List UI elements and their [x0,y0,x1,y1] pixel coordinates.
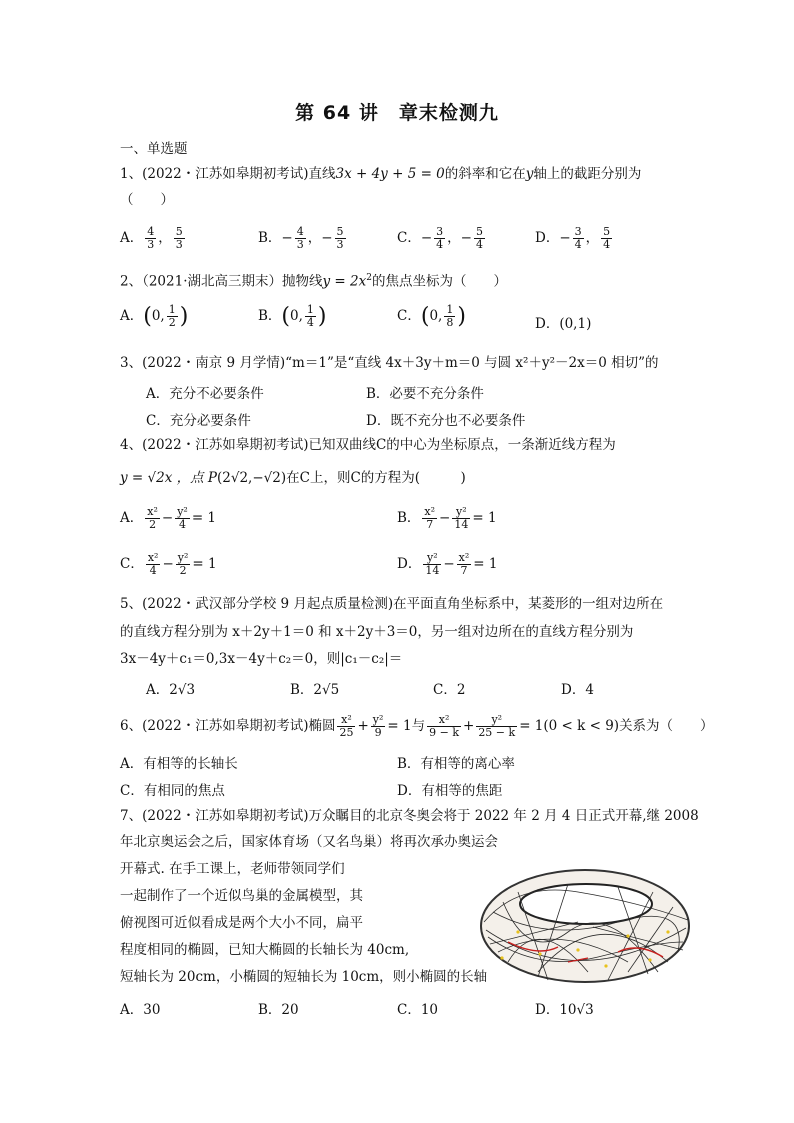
q7-option-d[interactable]: D．10√3 [535,1002,594,1018]
question-5-stem-1: 5、(2022・武汉部分学校 9 月起点质量检测)在平面直角坐标系中，某菱形的一组对边所在 [120,596,664,612]
question-1-paren: （ ） [120,192,174,208]
question-2-stem: 2、（2021·湖北高三期末）抛物线$y = 2x^2$的焦点坐标为（ ） [120,273,507,290]
q3-option-b[interactable]: B．必要不充分条件 [366,386,484,402]
question-7-line-3: 开幕式. 在手工课上，老师带领同学们 [120,861,345,877]
q5-option-b[interactable]: B．2√5 [290,682,340,698]
question-7-line-2: 年北京奥运会之后，国家体育场（又名鸟巢）将再次承办奥运会 [120,834,498,850]
question-3-stem: 3、(2022・南京 9 月学情)“m＝1”是“直线 4x＋3y＋m＝0 与圆 x²＋y²－2x＝0 相切”的 [120,355,659,371]
q4-option-a[interactable]: A． $\frac{\text{x²}}{2}$ − $\frac{\text{y²}}{4}$ = 1 [120,505,217,531]
question-7-line-1: 7、(2022・江苏如皋期初考试)万众瞩目的北京冬奥会将于 2022 年 2 月 4 日正式开幕,继 2008 [120,808,699,824]
question-7-line-6: 程度相同的椭圆，已知大椭圆的长轴长为 40cm, [120,942,410,958]
question-5-stem-3: 3x－4y＋c₁＝0,3x－4y＋c₂＝0，则|c₁－c₂|＝ [120,651,403,667]
question-6-stem: 6、(2022・江苏如皋期初考试)椭圆 $\frac{\text{x²}}{25}$ + $\frac{\text{y²}}{9}$ = 1与 $\frac{\text{x²}}{9 - k}$ + $\frac{\text{y²}}{25 - k}$ = 1(0 < k < 9)关系为（ ） [120,713,714,739]
question-4-stem-2: y = √2x ，点 P(2√2,−√2)在C上，则C的方程为( ) [120,470,466,486]
question-7-line-7: 短轴长为 20cm，小椭圆的短轴长为 10cm，则小椭圆的长轴 [120,969,488,985]
q7-option-a[interactable]: A．30 [120,1002,161,1018]
question-1-stem: 1、(2022・江苏如皋期初考试)直线3x + 4y + 5 = 0的斜率和它在y轴上的截距分别为 [120,166,642,182]
q5-option-a[interactable]: A．2√3 [146,682,196,698]
q5-option-c[interactable]: C．2 [433,682,466,698]
q4-option-d[interactable]: D． $\frac{\text{y²}}{14}$ − $\frac{\text{x²}}{7}$ = 1 [397,551,498,577]
q6-option-c[interactable]: C．有相同的焦点 [120,783,225,799]
question-7-line-5: 俯视图可近似看成是两个大小不同，扁平 [120,915,363,931]
q1-option-d[interactable]: D．− $\frac{3}{4}$ ， $\frac{5}{4}$ [535,225,611,251]
q4-option-c[interactable]: C． $\frac{\text{x²}}{4}$ − $\frac{\text{y²}}{2}$ = 1 [120,551,217,577]
q7-option-b[interactable]: B．20 [258,1002,299,1018]
q3-option-c[interactable]: C．充分必要条件 [146,413,251,429]
q2-option-b[interactable]: B．(0, $\frac{1}{4}$ ) [258,303,327,329]
q1-option-a[interactable]: A． $\frac{4}{3}$ ， $\frac{5}{3}$ [120,225,183,251]
q1-option-b[interactable]: B．− $\frac{4}{3}$ ，− $\frac{5}{3}$ [258,225,344,251]
q5-option-d[interactable]: D．4 [561,682,594,698]
q2-option-d[interactable]: D．(0,1) [535,316,592,332]
q3-option-d[interactable]: D．既不充分也不必要条件 [366,413,526,429]
q2-option-c[interactable]: C．(0, $\frac{1}{8}$ ) [397,303,466,329]
q6-option-b[interactable]: B．有相等的离心率 [397,756,515,772]
section-heading: 一、单选题 [120,141,188,157]
birds-nest-model-image [478,862,692,986]
q4-option-b[interactable]: B． $\frac{\text{x²}}{7}$ − $\frac{\text{y²}}{14}$ = 1 [397,505,497,531]
page-title: 第 64 讲 章末检测九 [295,102,499,124]
q6-option-d[interactable]: D．有相等的焦距 [397,783,503,799]
q3-option-a[interactable]: A．充分不必要条件 [146,386,264,402]
q6-option-a[interactable]: A．有相等的长轴长 [120,756,238,772]
question-7-line-4: 一起制作了一个近似鸟巢的金属模型，其 [120,888,363,904]
question-5-stem-2: 的直线方程分别为 x＋2y＋1＝0 和 x＋2y＋3＝0，另一组对边所在的直线方程分别为 [120,624,634,640]
q7-option-c[interactable]: C．10 [397,1002,439,1018]
q1-option-c[interactable]: C．− $\frac{3}{4}$ ，− $\frac{5}{4}$ [397,225,483,251]
question-4-stem-1: 4、(2022・江苏如皋期初考试)已知双曲线C的中心为坐标原点，一条渐近线方程为 [120,437,616,453]
q2-option-a[interactable]: A．(0, $\frac{1}{2}$ ) [120,303,189,329]
